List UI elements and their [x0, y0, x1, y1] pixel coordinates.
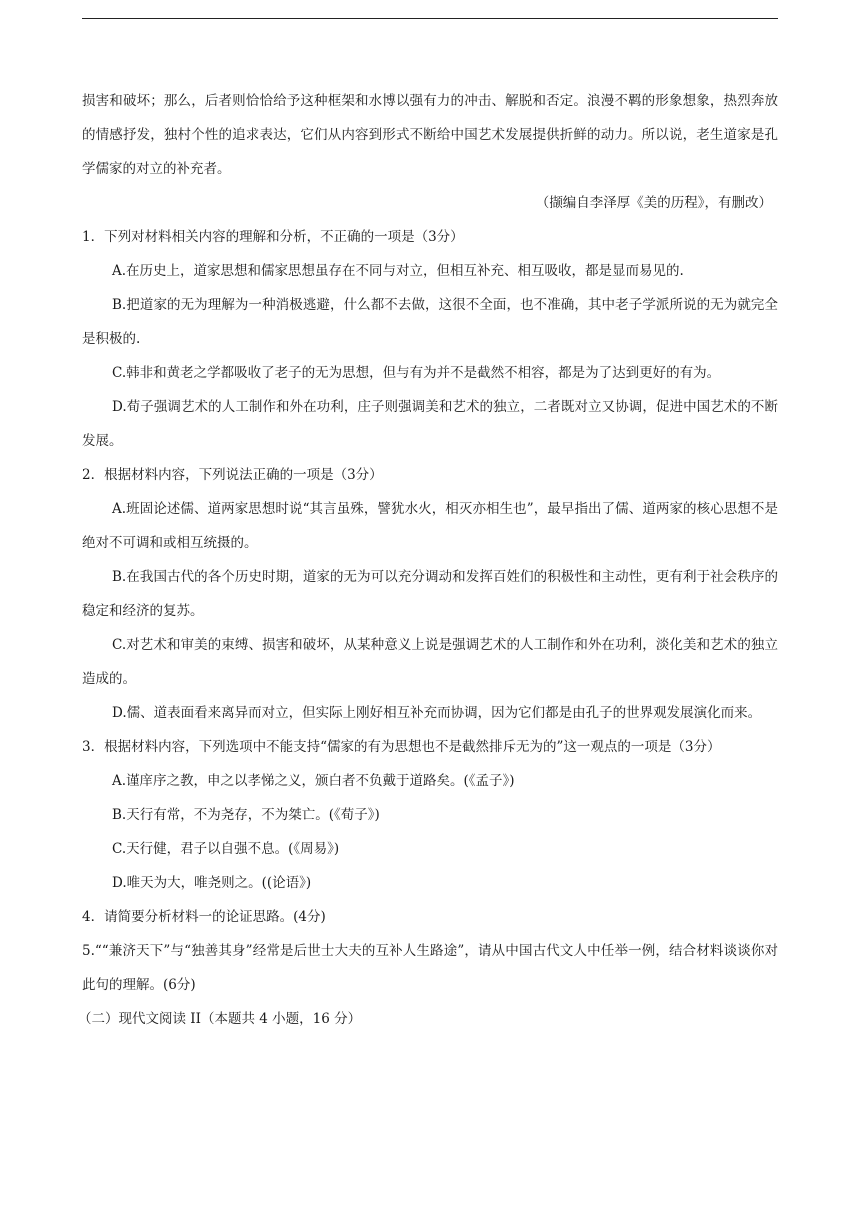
option-c: C.韩非和黄老之学都吸收了老子的无为思想，但与有为并不是截然不相容，都是为了达到更好的有为。 — [112, 365, 721, 381]
header-rule — [82, 18, 778, 19]
question-4 — [82, 900, 778, 934]
option-a: A.班固论述儒、道两家思想时说“其言虽殊，譬犹水火，相灭亦相生也”，最早指出了儒、道两家的核心思想不是绝对不可调和或相互统摄的。 — [82, 501, 778, 551]
question-stem: 2．根据材料内容，下列说法正确的一项是（3分） — [82, 467, 383, 483]
option-b: B.把道家的无为理解为一种消极逃避，什么都不去做，这很不全面，也不准确，其中老子学派所说的无为就完全是积极的. — [82, 297, 778, 347]
question-5 — [82, 934, 778, 1002]
option-c: C.天行健，君子以自强不息。(《周易》) — [112, 841, 340, 857]
question-3 — [82, 730, 778, 900]
question-1 — [82, 220, 778, 458]
source-note: （撷编自李泽厚《美的历程》，有删改） — [535, 195, 772, 211]
option-a: A.谨庠序之教，申之以孝悌之义，颁白者不负戴于道路矣。(《孟子》) — [112, 773, 515, 789]
question-2 — [82, 458, 778, 730]
intro-paragraph: 损害和破坏；那么，后者则恰恰给予这种框架和水博以强有力的冲击、解脱和否定。浪漫不羁的形象想象，热烈奔放的情感抒发，独村个性的追求表达，它们从内容到形式不断给中国艺术发展提供折鲜的动力。所以说，老生道家是孔学儒家的对立的补充者。 — [82, 93, 778, 177]
option-a: A.在历史上，道家思想和儒家思想虽存在不同与对立，但相互补充、相互吸收，都是显而易见的. — [112, 263, 684, 279]
option-d: D.唯天为大，唯尧则之。((论语》) — [112, 875, 312, 891]
option-b: B.在我国古代的各个历史时期，道家的无为可以充分调动和发挥百姓们的积极性和主动性，更有利于社会秩序的稳定和经济的复苏。 — [82, 569, 778, 619]
document-body — [78, 84, 778, 1036]
section-heading: （二）现代文阅读 II（本题共 4 小题，16 分） — [78, 1011, 362, 1027]
question-stem: 3．根据材料内容，下列选项中不能支持“儒家的有为思想也不是截然排斥无为的”这一观点的一项是（3分） — [82, 739, 721, 755]
question-stem: 1．下列对材料相关内容的理解和分析，不正确的一项是（3分） — [82, 229, 464, 245]
option-d: D.儒、道表面看来离异而对立，但实际上刚好相互补充而协调，因为它们都是由孔子的世界观发展演化而来。 — [112, 705, 762, 721]
option-d: D.荀子强调艺术的人工制作和外在功利，庄子则强调美和艺术的独立，二者既对立又协调，促进中国艺术的不断发展。 — [82, 399, 778, 449]
option-b: B.天行有常，不为尧存，不为桀亡。(《荀子》) — [112, 807, 380, 823]
question-stem: 5.““兼济天下”与“独善其身”经常是后世士大夫的互补人生路途”，请从中国古代文人中任举一例，结合材料谈谈你对此句的理解。(6分) — [82, 943, 778, 993]
option-c: C.对艺术和审美的束缚、损害和破坏，从某种意义上说是强调艺术的人工制作和外在功利，淡化美和艺术的独立造成的。 — [82, 637, 778, 687]
question-stem: 4．请简要分析材料一的论证思路。(4分) — [82, 909, 326, 925]
